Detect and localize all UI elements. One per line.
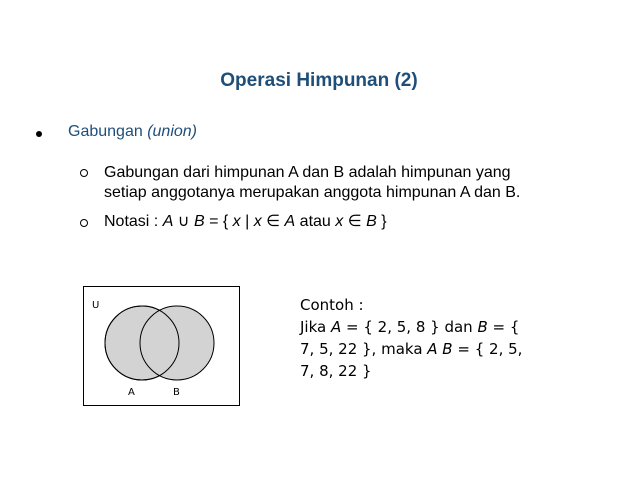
notation-atau: atau (295, 213, 336, 230)
notation-x: x (253, 213, 262, 230)
sub-bullet-circle-icon (80, 169, 88, 177)
notation-text (104, 212, 387, 232)
bullet-gabungan-label: Gabungan (68, 123, 143, 140)
example-text: Jika (300, 318, 331, 336)
notation-close-brace: } (376, 213, 387, 230)
universe-label: U (92, 300, 100, 311)
example-set-b: B (477, 318, 488, 336)
venn-diagram (83, 286, 240, 406)
notation-a: A (162, 213, 174, 230)
definition-line-1: Gabungan dari himpunan A dan B adalah himpunan yang (104, 164, 511, 181)
example-text: = { 2, 5, 8 } dan (341, 318, 478, 336)
bullet-dot-icon (36, 131, 42, 137)
set-b-label: B (173, 387, 180, 398)
set-b-circle (140, 306, 214, 380)
definition-text (104, 163, 520, 203)
set-a-label: A (128, 387, 135, 398)
example-union: A B (427, 340, 453, 358)
notation-b: B (193, 213, 205, 230)
example-text: = { 2, 5, (452, 340, 523, 358)
notation-x: x (335, 213, 344, 230)
notation-b: B (366, 213, 377, 230)
example-block (300, 294, 560, 382)
bullet-gabungan (68, 123, 197, 141)
notation-prefix: Notasi : (104, 213, 163, 230)
element-of-symbol: ∈ (261, 213, 285, 230)
example-heading: Contoh : (300, 296, 364, 314)
example-text: 7, 5, 22 }, maka (300, 340, 428, 358)
definition-line-2: setiap anggotanya merupakan anggota himpunan A dan B. (104, 184, 521, 201)
bullet-gabungan-italic: (union) (147, 123, 197, 140)
example-line-2 (300, 338, 560, 360)
element-of-symbol: ∈ (343, 213, 367, 230)
example-line-3: 7, 8, 22 } (300, 362, 372, 380)
union-symbol: ∪ (173, 213, 194, 230)
sub-bullet-circle-icon (80, 219, 88, 227)
example-text: = { (487, 318, 520, 336)
example-line-1 (300, 316, 560, 338)
slide-title: Operasi Himpunan (2) (220, 70, 418, 91)
notation-bar: | (240, 213, 254, 230)
notation-a: A (284, 213, 296, 230)
example-set-a: A (330, 318, 342, 336)
notation-x: x (232, 213, 241, 230)
notation-brace: = { (204, 213, 233, 230)
